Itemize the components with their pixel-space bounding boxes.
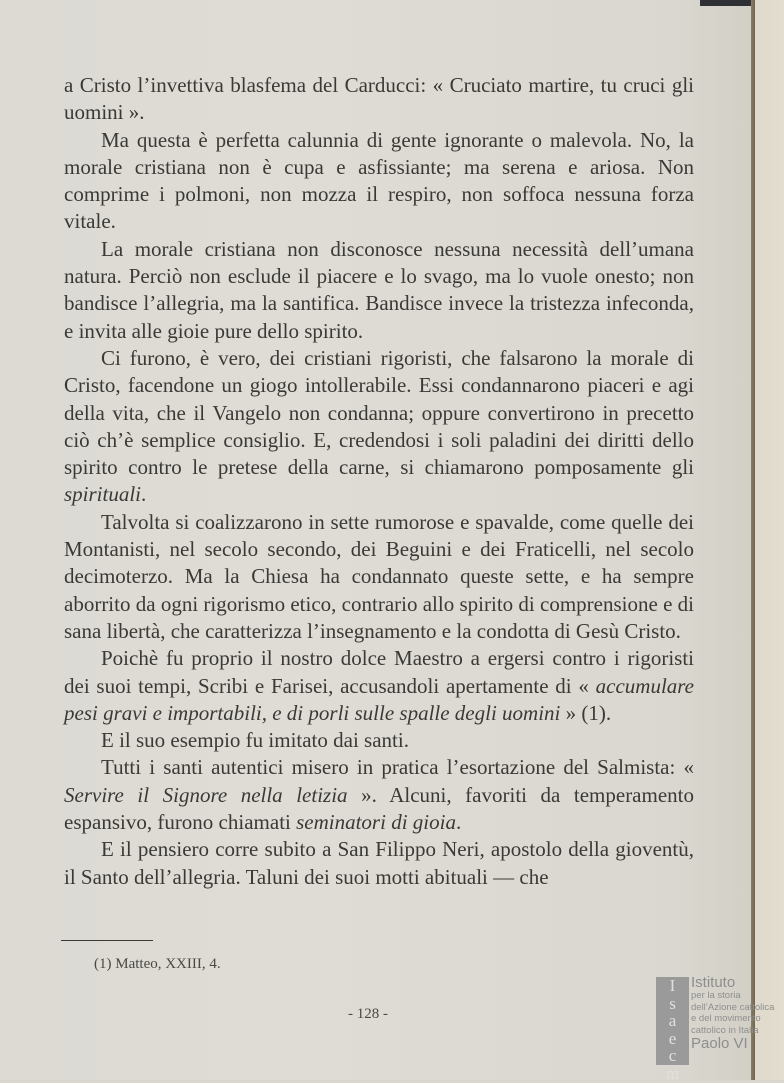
paragraph: [64, 127, 694, 236]
monogram-letter: s: [669, 993, 676, 1013]
paragraph: [64, 754, 694, 836]
logo-line: e del movimento: [691, 1013, 761, 1025]
text-span: Ci furono, è vero, dei cristiani rigoristi, che falsarono la morale di Cristo, facendone un giogo intollerabile. Essi condannarono piaceri e agi della vita, che il Vangelo non condanna; oppure convertirono in precetto ciò ch’è semplice consiglio. E, credendosi i soli paladini dei diritti dello spirito contro le pretese della carne, si chiamarono pomposamente gli: [64, 345, 694, 480]
watermark-logo: [656, 974, 775, 1083]
italic-text: Servire il Signore nella letizia: [64, 782, 348, 807]
text-span: a Cristo l’invettiva blasfema del Carducci: « Cruciato martire, tu cruci gli uomini ».: [64, 73, 694, 125]
logo-line: Istituto: [691, 974, 736, 991]
text-span: La morale cristiana non disconosce nessuna necessità dell’umana natura. Perciò non esclude il piacere e lo svago, ma lo vuole onesto; non bandisce l’allegria, ma la santifica. Bandisce invece la tristezza infeconda, e invita alle gioie pure dello spirito.: [64, 236, 694, 343]
text-span: ». Alcuni, favoriti da temperamento espansivo, furono chiamati: [64, 782, 694, 835]
logo-line: per la storia: [691, 990, 741, 1001]
paragraph: [64, 236, 694, 345]
logo-line: Paolo VI: [691, 1035, 748, 1053]
text-span: » (1).: [560, 700, 612, 725]
text-span: .: [455, 810, 462, 835]
paragraph: [64, 72, 694, 127]
monogram-letter: c: [668, 1046, 677, 1065]
adjacent-page-edge: [755, 0, 784, 1080]
monogram-letter: a: [668, 1011, 677, 1030]
logo-text: [691, 975, 774, 1052]
monogram-letter: m: [665, 1063, 680, 1083]
logo-line: dell’Azione cattolica: [691, 1001, 775, 1013]
footnote-rule: [61, 940, 153, 941]
italic-text: accumulare pesi gravi e importabili, e di porli sulle spalle degli uomini: [64, 673, 694, 725]
monogram-letter: I: [669, 976, 676, 995]
page-number: - 128 -: [348, 1006, 388, 1022]
paragraph: [64, 836, 694, 891]
text-span: Tutti i santi autentici misero in pratica l’esortazione del Salmista: «: [101, 755, 694, 780]
text-span: Ma questa è perfetta calunnia di gente ignorante o malevola. No, la morale cristiana non è cupa e asfissiante; ma serena e ariosa. Non comprime i polmoni, non mozza il respiro, non soffoca nessuna forza vitale.: [64, 127, 694, 234]
logo-line: cattolico in Italia: [691, 1024, 759, 1036]
text-span: Talvolta si coalizzarono in sette rumorose e spavalde, come quelle dei Montanisti, nel secolo secondo, dei Beguini e dei Fraticelli, nel secolo decimoterzo. Ma la Chiesa ha condannato queste sette, e ha sempre aborrito da ogni rigorismo etico, contrario allo spirito di comprensione e di sana libertà, che caratterizza l’insegnamento e la condotta di Gesù Cristo.: [64, 509, 694, 643]
footnote: (1) Matteo, XXIII, 4.: [94, 956, 221, 972]
body-text: [64, 72, 694, 891]
logo-monogram: [656, 976, 689, 1083]
paragraph: [64, 727, 694, 754]
text-span: .: [141, 482, 147, 507]
text-span: E il pensiero corre subito a San Filippo Neri, apostolo della gioventù, il Santo dell’allegria. Taluni dei suoi motti abituali — che: [64, 837, 694, 889]
paragraph: [64, 345, 694, 509]
italic-text: seminatori di gioia: [296, 810, 456, 835]
monogram-letter: e: [668, 1028, 677, 1048]
paragraph: [64, 509, 694, 645]
paragraph: [64, 645, 694, 727]
italic-text: spirituali: [64, 482, 142, 507]
text-span: Poichè fu proprio il nostro dolce Maestro a ergersi contro i rigoristi dei suoi tempi, Scribi e Farisei, accusandoli apertamente di «: [64, 646, 694, 698]
text-span: E il suo esempio fu imitato dai santi.: [101, 728, 409, 753]
